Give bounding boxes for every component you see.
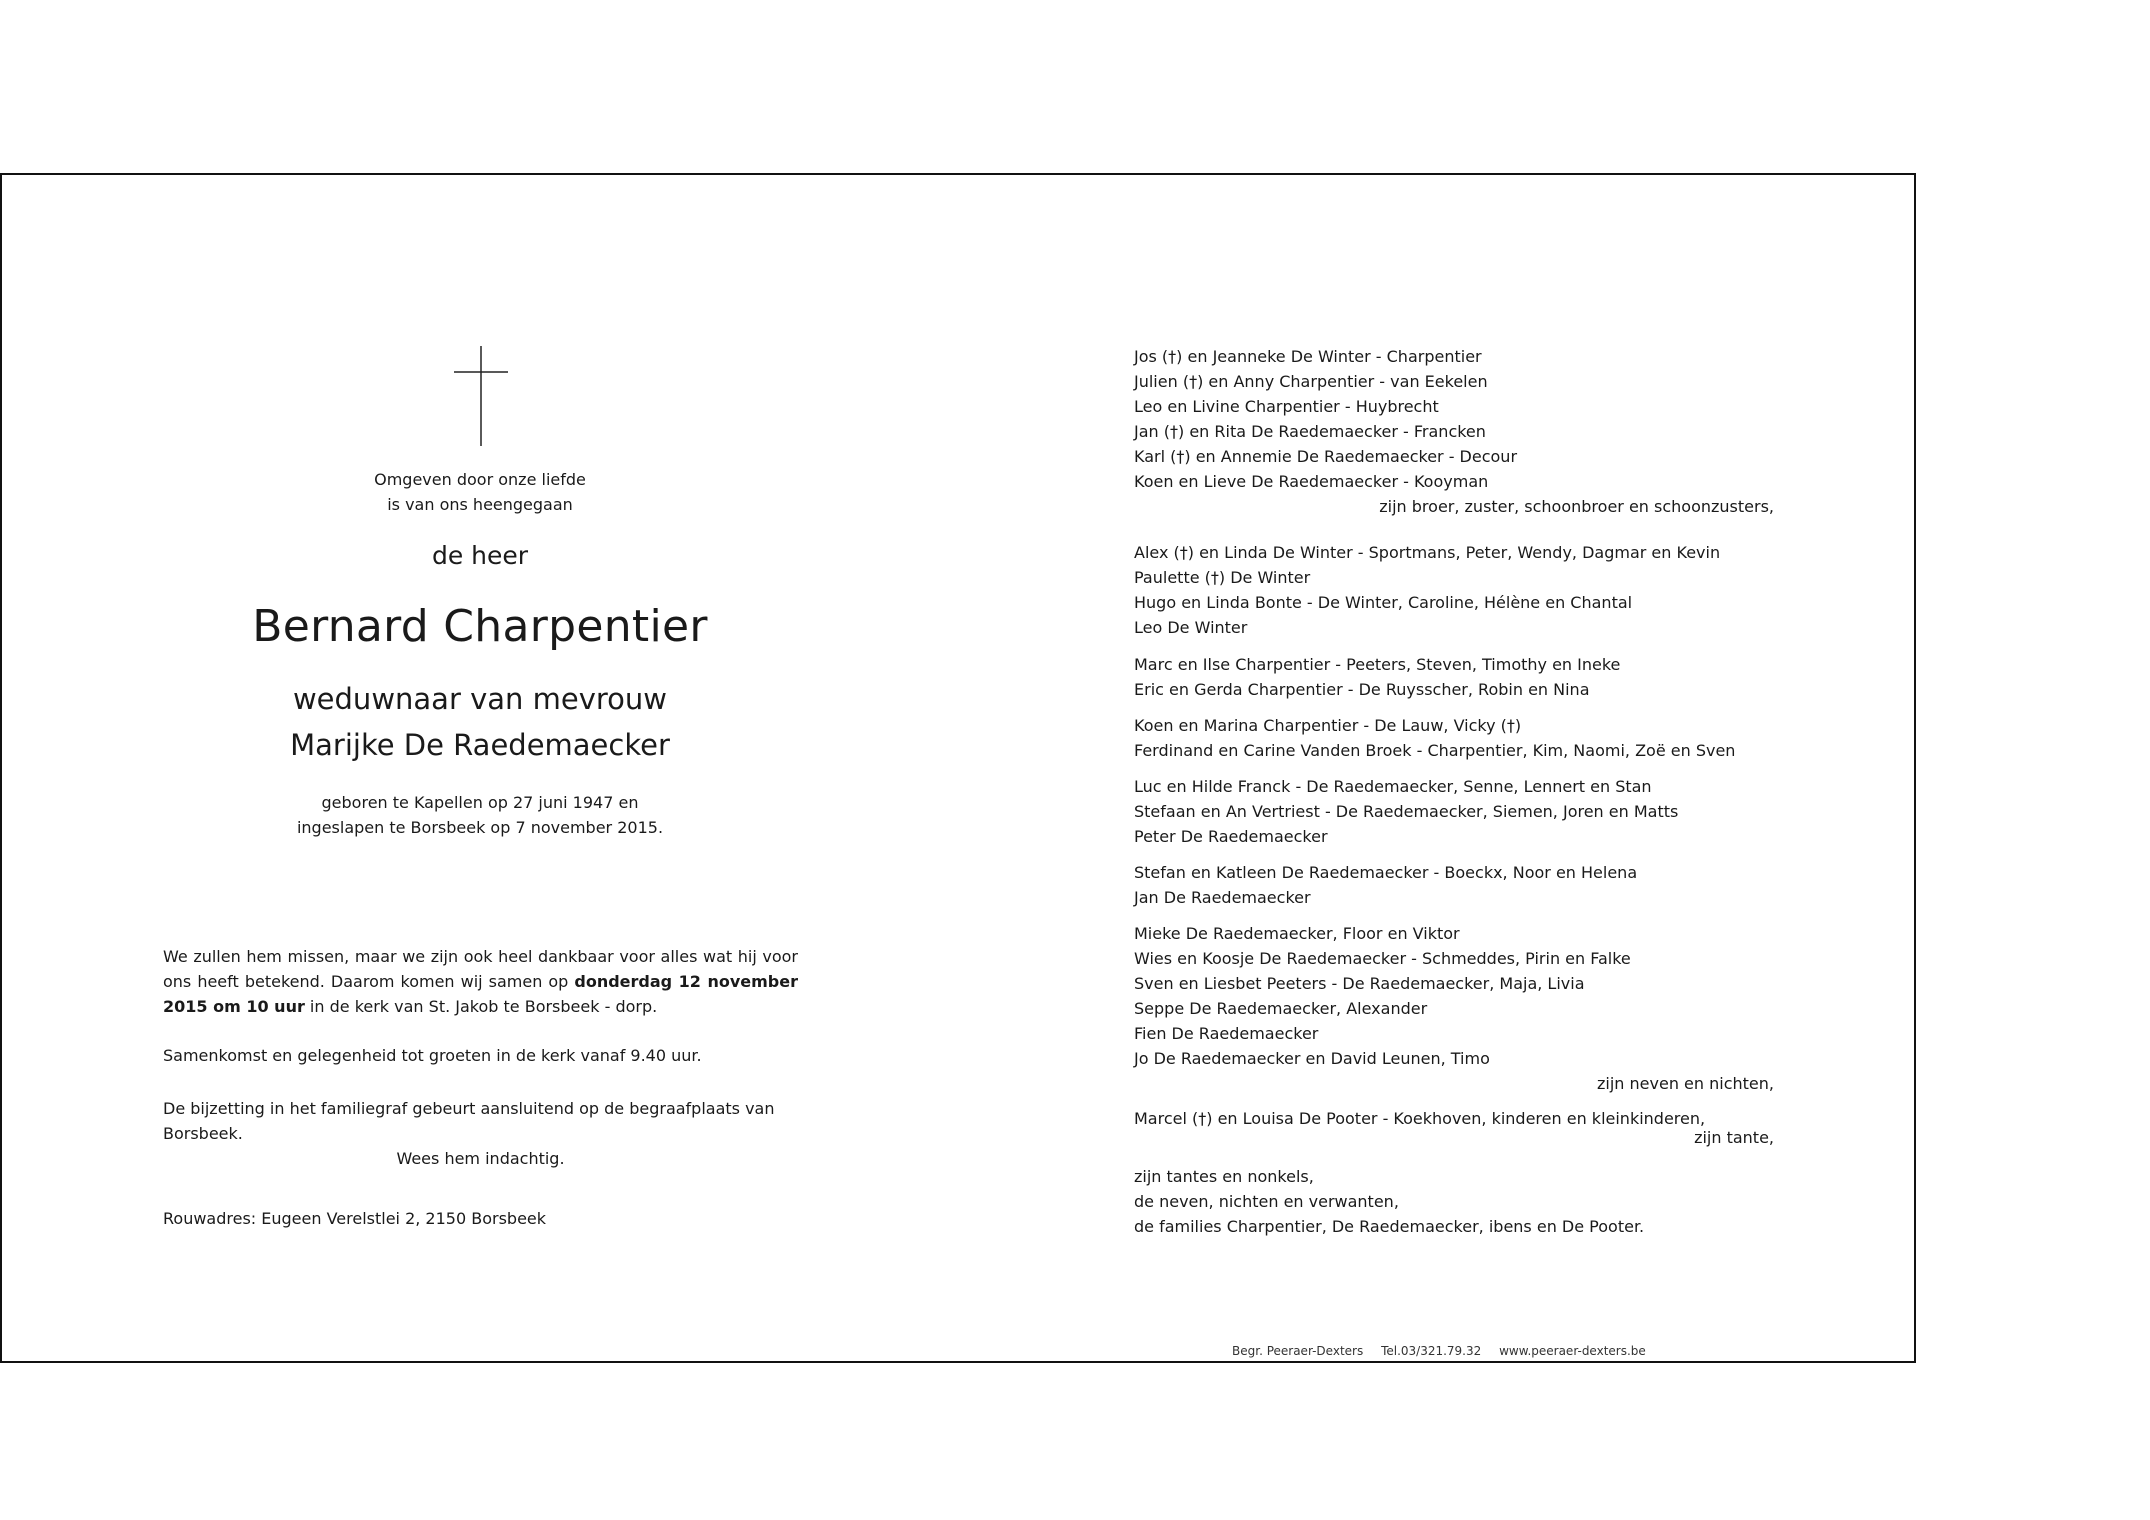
nephew-entry: Wies en Koosje De Raedemaecker - Schmeddes, Pirin en Falke [1134,949,1631,968]
gathering-paragraph: Samenkomst en gelegenheid tot groeten in de kerk vanaf 9.40 uur. [163,1046,702,1065]
nephew-entry: Koen en Marina Charpentier - De Lauw, Vicky (†) [1134,716,1522,735]
burial-paragraph: De bijzetting in het familiegraf gebeurt aansluitend op de begraafplaats van Borsbeek. [163,1099,775,1143]
nephew-entry: Sven en Liesbet Peeters - De Raedemaecker, Maja, Livia [1134,974,1585,993]
nephew-entry: Seppe De Raedemaecker, Alexander [1134,999,1428,1018]
deceased-name: Bernard Charpentier [252,601,708,652]
honorific: de heer [431,541,529,570]
remember-line: Wees hem indachtig. [396,1149,565,1168]
nephew-entry: Luc en Hilde Franck - De Raedemaecker, Senne, Lennert en Stan [1134,777,1652,796]
nephew-entry: Mieke De Raedemaecker, Floor en Viktor [1134,924,1460,943]
service-location: in de kerk van St. Jakob te Borsbeek - dorp. [304,997,658,1016]
widower-text [80,676,880,768]
sibling-entry: Karl (†) en Annemie De Raedemaecker - Decour [1134,447,1518,466]
aunt-label: zijn tante, [1694,1128,1774,1147]
sibling-entry: Jos (†) en Jeanneke De Winter - Charpentier [1134,347,1482,366]
nephews-group [1134,540,1774,640]
service-text: We zullen hem missen, maar we zijn ook heel dankbaar voor alles wat hij voor ons heeft betekend. Daarom komen wij samen op [163,947,798,991]
nephews-group [1134,713,1774,763]
nephews-label: zijn neven en nichten, [1597,1074,1774,1093]
spouse-name: Marijke De Raedemaecker [290,728,670,762]
birth-line: geboren te Kapellen op 27 juni 1947 en [321,793,639,812]
nephew-entry: Stefan en Katleen De Raedemaecker - Boeckx, Noor en Helena [1134,863,1638,882]
cross-icon [454,346,508,446]
nephew-entry: Hugo en Linda Bonte - De Winter, Caroline, Hélène en Chantal [1134,593,1633,612]
closing-list [1134,1164,1774,1239]
nephews-group [1134,860,1774,910]
service-paragraph [163,944,798,1019]
nephew-entry: Peter De Raedemaecker [1134,827,1328,846]
mourning-address: Rouwadres: Eugeen Verelstlei 2, 2150 Borsbeek [163,1209,547,1228]
intro-line: Omgeven door onze liefde [374,470,586,489]
nephew-entry: Paulette (†) De Winter [1134,568,1311,587]
closing-line: zijn tantes en nonkels, [1134,1167,1314,1186]
nephew-entry: Stefaan en An Vertriest - De Raedemaecker, Siemen, Joren en Matts [1134,802,1679,821]
nephew-entry: Eric en Gerda Charpentier - De Ruysscher, Robin en Nina [1134,680,1590,699]
closing-line: de families Charpentier, De Raedemaecker, ibens en De Pooter. [1134,1217,1645,1236]
closing-line: de neven, nichten en verwanten, [1134,1192,1399,1211]
widower-line: weduwnaar van mevrouw [292,682,668,716]
funeral-home-name: Begr. Peeraer-Dexters [1232,1344,1364,1358]
nephews-group [1134,921,1774,1096]
sibling-entry: Leo en Livine Charpentier - Huybrecht [1134,397,1439,416]
sibling-entry: Julien (†) en Anny Charpentier - van Eekelen [1134,372,1488,391]
sibling-entry: Jan (†) en Rita De Raedemaecker - Francken [1134,422,1486,441]
intro-text [80,467,880,517]
nephew-entry: Marc en Ilse Charpentier - Peeters, Steven, Timothy en Ineke [1134,655,1621,674]
nephew-entry: Leo De Winter [1134,618,1248,637]
service-date: donderdag 12 november 2015 om 10 uur [163,972,798,1016]
nephew-entry: Jo De Raedemaecker en David Leunen, Timo [1134,1049,1490,1068]
nephew-entry: Jan De Raedemaecker [1134,888,1311,907]
birth-death-dates [80,790,880,840]
aunt-entry: Marcel (†) en Louisa De Pooter - Koekhoven, kinderen en kleinkinderen, [1134,1109,1706,1128]
sibling-entry: Koen en Lieve De Raedemaecker - Kooyman [1134,472,1489,491]
aunt-group [1134,1106,1774,1150]
funeral-home-phone: Tel.03/321.79.32 [1381,1344,1482,1358]
nephew-entry: Alex (†) en Linda De Winter - Sportmans, Peter, Wendy, Dagmar en Kevin [1134,543,1721,562]
funeral-home-footer [1232,1344,1660,1358]
funeral-home-website[interactable]: www.peeraer-dexters.be [1499,1344,1646,1358]
nephews-group [1134,652,1774,702]
nephew-entry: Ferdinand en Carine Vanden Broek - Charpentier, Kim, Naomi, Zoë en Sven [1134,741,1736,760]
siblings-label: zijn broer, zuster, schoonbroer en schoonzusters, [1379,497,1774,516]
nephews-group [1134,774,1774,849]
nephew-entry: Fien De Raedemaecker [1134,1024,1319,1043]
intro-line: is van ons heengegaan [387,495,573,514]
death-line: ingeslapen te Borsbeek op 7 november 2015. [296,818,664,837]
siblings-list [1134,344,1774,519]
